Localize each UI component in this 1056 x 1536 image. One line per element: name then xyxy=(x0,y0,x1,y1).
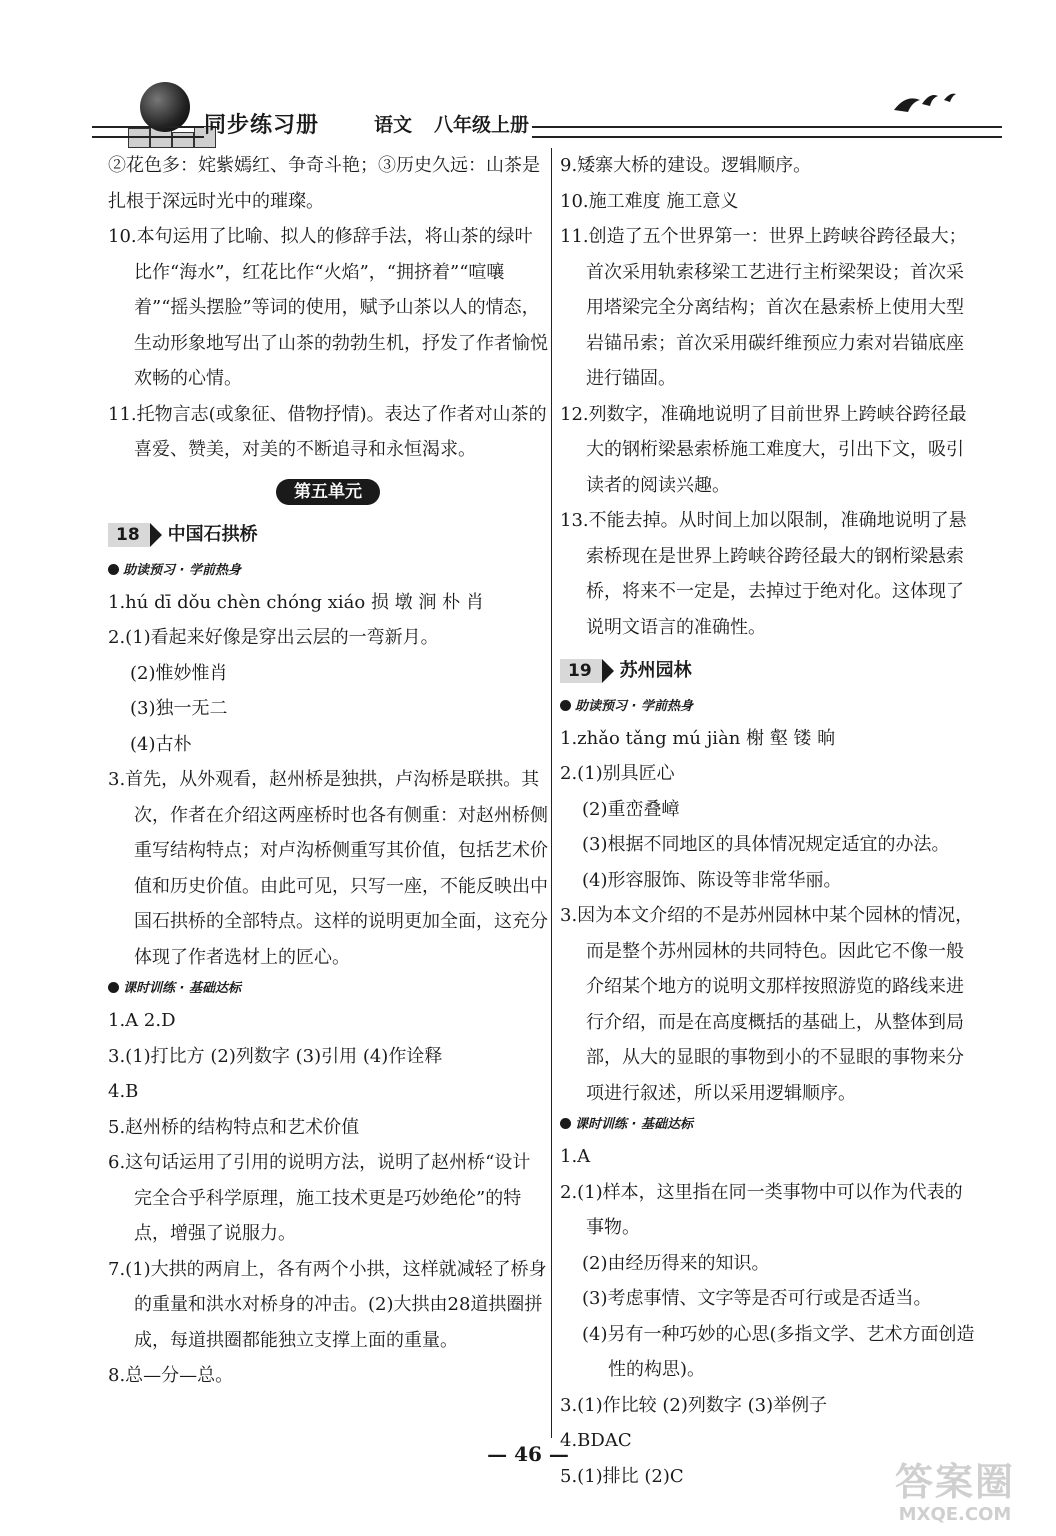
unit-banner xyxy=(108,474,548,510)
section-label: 助读预习 · 学前热身 xyxy=(560,693,978,721)
subject-label: 语文 xyxy=(374,114,413,136)
section-label: 课时训练 · 基础达标 xyxy=(560,1111,978,1139)
list-item: 3.因为本文介绍的不是苏州园林中某个园林的情况，而是整个苏州园林的共同特色。因此它不像一般介绍某个地方的说明文那样按照游览的路线来进行介绍，而是在高度概括的基础上，从整体到局部，从大的显眼的事物到小的不显眼的事物来分项进行叙述，所以采用逻辑顺序。 xyxy=(560,905,974,1104)
list-item: 4.B xyxy=(108,1081,139,1102)
lesson-heading-18 xyxy=(108,517,548,553)
unit-title: 第五单元 xyxy=(276,479,380,505)
list-item: (2)由经历得来的知识。 xyxy=(582,1252,770,1274)
section-label: 助读预习 · 学前热身 xyxy=(108,557,548,585)
arrow-icon xyxy=(602,659,614,683)
list-item: (4)形容服饰、陈设等非常华丽。 xyxy=(582,869,842,891)
right-column xyxy=(560,148,978,1494)
list-item: 3.首先，从外观看，赵州桥是独拱，卢沟桥是联拱。其次，作者在介绍这两座桥时也各有侧重：对赵州桥侧重写结构特点；对卢沟桥侧重写其价值，包括艺术价值和历史价值。由此可见，只写一座，不能反映出中国石拱桥的全部特点。这样的说明更加全面，这充分体现了作者选材上的匠心。 xyxy=(108,769,548,968)
list-item: 8.总—分—总。 xyxy=(108,1365,234,1386)
header-rule-left xyxy=(92,126,204,138)
globe-icon xyxy=(140,82,190,132)
list-item: 7.(1)大拱的两肩上，各有两个小拱，这样就减轻了桥身的重量和洪水对桥身的冲击。(2)大拱由28道拱圈拼成，每道拱圈都能独立支撑上面的重量。 xyxy=(108,1258,547,1351)
bullet-icon xyxy=(108,564,119,575)
lesson-heading-19 xyxy=(560,653,978,689)
answer-9: 9.矮寨大桥的建设。逻辑顺序。 xyxy=(560,155,812,176)
section-label: 课时训练 · 基础达标 xyxy=(108,975,548,1003)
list-item: 6.这句话运用了引用的说明方法，说明了赵州桥“设计完全合乎科学原理，施工技术更是巧妙绝伦”的特点，增强了说服力。 xyxy=(108,1152,531,1244)
birds-icon xyxy=(892,86,962,123)
list-item: (2)重峦叠嶂 xyxy=(582,798,680,820)
left-column xyxy=(108,148,548,1394)
list-item: 1.zhǎo tǎng mú jiàn 榭 壑 镂 晌 xyxy=(560,727,836,749)
list-item: 4.BDAC xyxy=(560,1430,632,1451)
list-item: 1.A xyxy=(560,1146,591,1167)
grade-label: 八年级上册 xyxy=(434,114,530,136)
lesson-number: 18 xyxy=(108,523,150,547)
page-number: — 46 — xyxy=(487,1442,569,1466)
watermark-url: MXQE.COM xyxy=(898,1504,1012,1525)
list-item: 3.(1)作比较 (2)列数字 (3)举例子 xyxy=(560,1394,828,1416)
book-title: 同步练习册 xyxy=(204,113,320,138)
column-divider xyxy=(551,148,552,1438)
list-item: (4)另有一种巧妙的心思(多指文学、艺术方面创造性的构思)。 xyxy=(582,1323,975,1380)
list-item: 1.hú dī dǒu chèn chóng xiáo 损 墩 涧 朴 肖 xyxy=(108,591,484,613)
lesson-title: 中国石拱桥 xyxy=(167,524,258,545)
bullet-icon xyxy=(560,1118,571,1129)
bullet-icon xyxy=(108,982,119,993)
answer-12: 12.列数字，准确地说明了目前世界上跨峡谷跨径最大的钢桁梁悬索桥施工难度大，引出下文，吸引读者的阅读兴趣。 xyxy=(560,403,967,496)
watermark-text: 答案圈 xyxy=(894,1460,1015,1504)
answer-10: 10.施工难度 施工意义 xyxy=(560,190,739,212)
list-item: 3.(1)打比方 (2)列数字 (3)引用 (4)作诠释 xyxy=(108,1045,443,1067)
list-item: 5.赵州桥的结构特点和艺术价值 xyxy=(108,1116,360,1138)
list-item: (3)根据不同地区的具体情况规定适宜的办法。 xyxy=(582,834,950,855)
list-item: 2.(1)别具匠心 xyxy=(560,763,675,784)
watermark-logo xyxy=(880,1460,1030,1530)
list-item: (3)考虑事情、文字等是否可行或是否适当。 xyxy=(582,1288,932,1309)
list-item: (3)独一无二 xyxy=(130,698,228,719)
list-item: 5.(1)排比 (2)C xyxy=(560,1465,684,1487)
arrow-icon xyxy=(150,523,162,547)
lesson-title: 苏州园林 xyxy=(619,660,692,681)
list-item: 2.(1)看起来好像是穿出云层的一弯新月。 xyxy=(108,627,439,648)
answer-11: 11.创造了五个世界第一：世界上跨峡谷跨径最大；首次采用轨索移梁工艺进行主桁梁架设；首次采用塔梁完全分离结构；首次在悬索桥上使用大型岩锚吊索；首次采用碳纤维预应力索对岩锚底座进行锚固。 xyxy=(560,226,967,389)
lesson-number: 19 xyxy=(560,659,602,683)
answer-13: 13.不能去掉。从时间上加以限制，准确地说明了悬索桥现在是世界上跨峡谷跨径最大的钢桁梁悬索桥，将来不一定是，去掉过于绝对化。这体现了说明文语言的准确性。 xyxy=(560,510,967,638)
list-item: 1.A 2.D xyxy=(108,1010,176,1031)
bullet-icon xyxy=(560,700,571,711)
answer-continuation: ②花色多：姹紫嫣红、争奇斗艳；③历史久远：山茶是扎根于深远时光中的璀璨。 xyxy=(108,155,540,212)
answer-10: 10.本句运用了比喻、拟人的修辞手法，将山茶的绿叶比作“海水”，红花比作“火焰”，“拥挤着”“喧嚷着”“摇头摆脸”等词的使用，赋予山茶以人的情态，生动形象地写出了山茶的勃勃生机，抒发了作者愉悦欢畅的心情。 xyxy=(108,226,548,389)
header-rule-right xyxy=(532,126,1002,138)
answer-11: 11.托物言志(或象征、借物抒情)。表达了作者对山茶的喜爱、赞美，对美的不断追寻和永恒渴求。 xyxy=(108,403,547,460)
list-item: (4)古朴 xyxy=(130,733,192,755)
list-item: (2)惟妙惟肖 xyxy=(130,662,228,684)
list-item: 2.(1)样本，这里指在同一类事物中可以作为代表的事物。 xyxy=(560,1181,963,1238)
